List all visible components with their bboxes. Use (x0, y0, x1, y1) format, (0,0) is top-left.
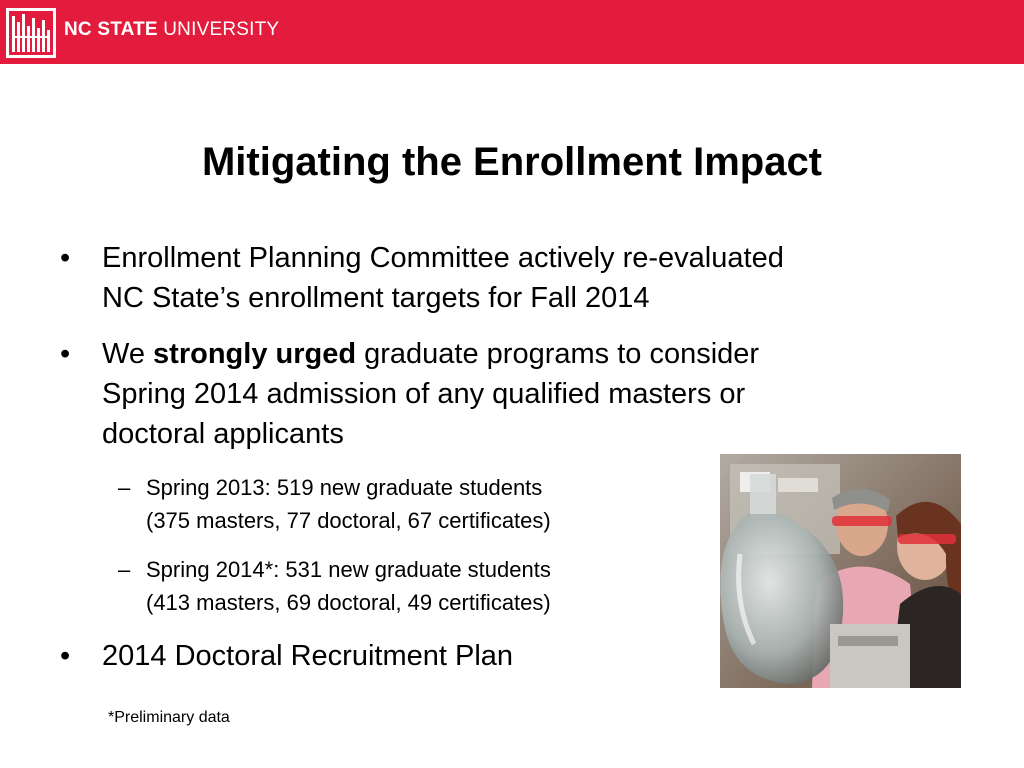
bullet-enrollment-committee (60, 238, 920, 318)
emphasis-text: strongly urged (153, 338, 357, 370)
bullet-glyph: • (60, 640, 71, 672)
dash-glyph: – (118, 557, 131, 582)
sub-bullet-spring-2014 (118, 553, 698, 619)
sub-bullet-spring-2013 (118, 471, 698, 537)
university-header (0, 0, 1024, 64)
sub-bullet-text: Spring 2013: 519 new graduate students (375 masters, 77 doctoral, 67 certificates) (146, 475, 551, 533)
slide-title: Mitigating the Enrollment Impact (201, 140, 823, 184)
bullet-spring-admission (60, 334, 920, 454)
university-wordmark[interactable]: NC STATE UNIVERSITY (64, 19, 280, 40)
bullet-glyph: • (60, 338, 71, 370)
bullet-glyph: • (60, 242, 71, 274)
sub-bullet-text: Spring 2014*: 531 new graduate students (413 masters, 69 doctoral, 49 certificates) (146, 557, 551, 615)
footnote: *Preliminary data (108, 709, 230, 726)
dash-glyph: – (118, 475, 131, 500)
lab-photo-icon (720, 454, 961, 688)
nc-state-logo-icon (6, 8, 56, 58)
bullet-text: Enrollment Planning Committee actively re-evaluated NC State’s enrollment targets for Fall 2014 (102, 242, 784, 314)
bullet-text: 2014 Doctoral Recruitment Plan (102, 640, 514, 672)
bullet-text: We strongly urged graduate programs to consider Spring 2014 admission of any qualified masters or doctoral applicants (102, 338, 760, 450)
